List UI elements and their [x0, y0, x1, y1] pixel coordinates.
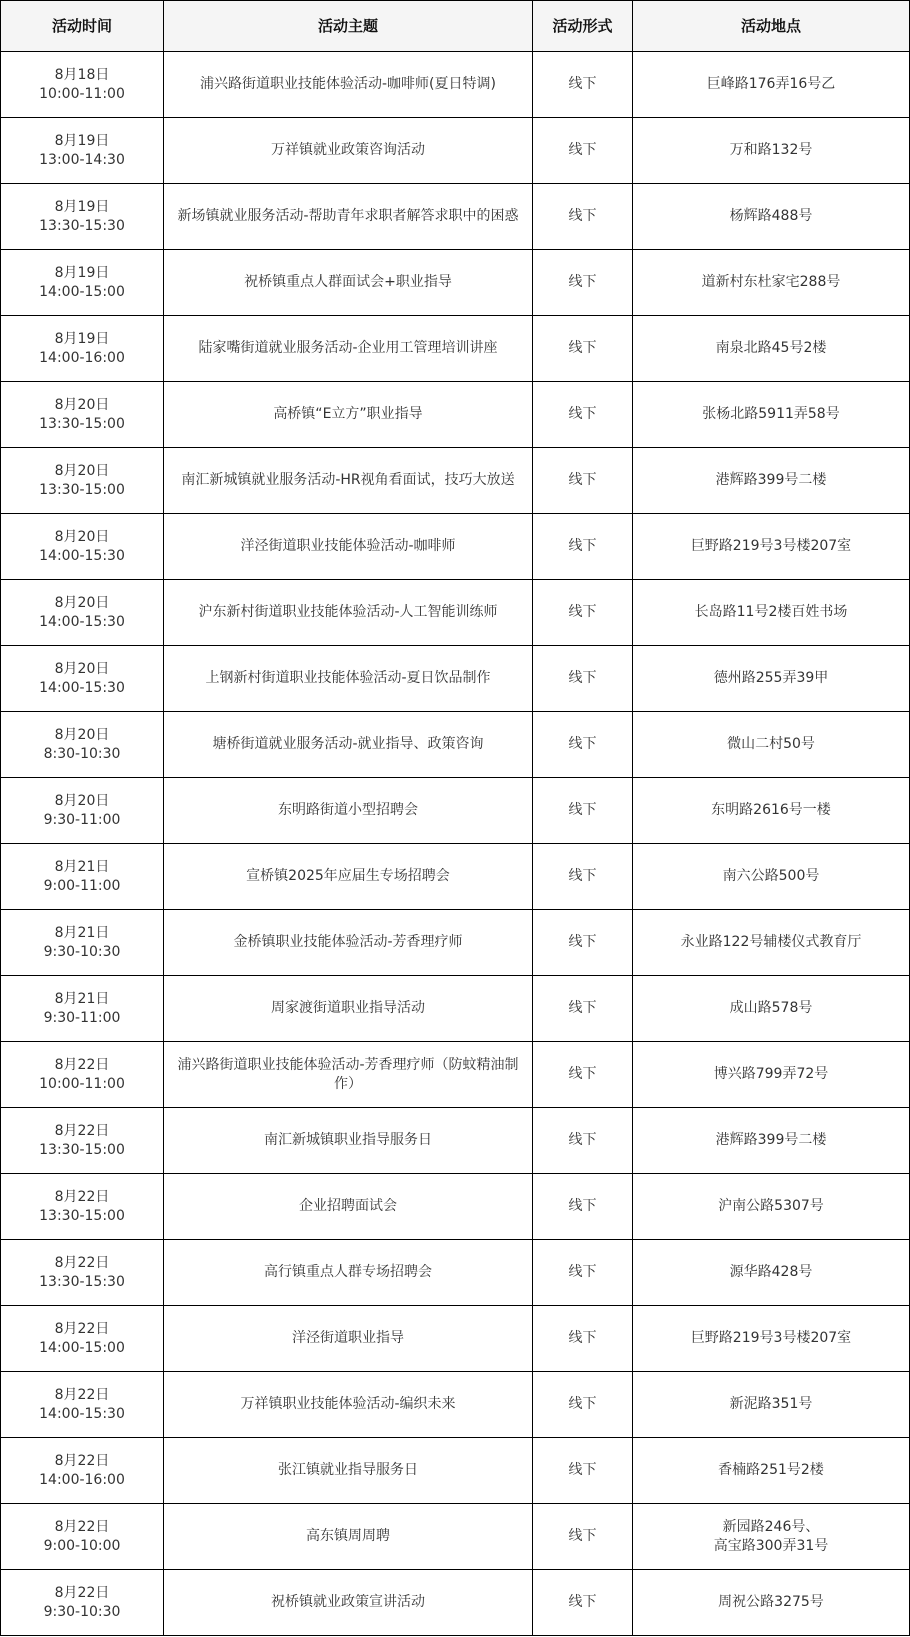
cell-place	[633, 250, 910, 316]
cell-time-text: 14:00-15:30	[39, 679, 125, 696]
cell-theme: 东明路街道小型招聘会	[164, 778, 533, 844]
cell-time-text: 13:30-15:00	[39, 481, 125, 498]
cell-time	[1, 382, 164, 448]
cell-place	[633, 1438, 910, 1504]
cell-place	[633, 910, 910, 976]
cell-time	[1, 1438, 164, 1504]
cell-place-text: 周祝公路3275号	[718, 1594, 824, 1610]
cell-time	[1, 1570, 164, 1636]
cell-time	[1, 184, 164, 250]
cell-time-text: 13:30-15:00	[39, 1207, 125, 1224]
table-row	[1, 250, 910, 316]
cell-place-text: 长岛路11号2楼百姓书场	[694, 604, 848, 620]
cell-date-text: 8月20日	[54, 528, 110, 545]
table-row	[1, 1570, 910, 1636]
cell-date-text: 8月22日	[54, 1320, 110, 1337]
cell-place-text: 港辉路399号二楼	[715, 1132, 827, 1148]
table-row	[1, 778, 910, 844]
table-row	[1, 382, 910, 448]
cell-place	[633, 184, 910, 250]
cell-place	[633, 646, 910, 712]
cell-form: 线下	[533, 1504, 633, 1570]
cell-place	[633, 1042, 910, 1108]
cell-form: 线下	[533, 1438, 633, 1504]
table-row	[1, 1240, 910, 1306]
cell-time-text: 9:30-10:30	[43, 1603, 121, 1620]
cell-date-text: 8月19日	[54, 330, 110, 347]
cell-form: 线下	[533, 52, 633, 118]
cell-form: 线下	[533, 514, 633, 580]
cell-date-text: 8月21日	[54, 924, 110, 941]
cell-time-text: 8:30-10:30	[43, 745, 121, 762]
cell-time-text: 13:30-15:00	[39, 1141, 125, 1158]
cell-date-text: 8月20日	[54, 396, 110, 413]
cell-date-text: 8月22日	[54, 1386, 110, 1403]
cell-form: 线下	[533, 1372, 633, 1438]
cell-place-text: 微山二村50号	[727, 736, 815, 752]
cell-place	[633, 316, 910, 382]
table-row	[1, 910, 910, 976]
cell-time-text: 9:00-11:00	[43, 877, 121, 894]
cell-time	[1, 448, 164, 514]
cell-place-text: 港辉路399号二楼	[715, 472, 827, 488]
cell-place	[633, 382, 910, 448]
cell-theme: 金桥镇职业技能体验活动-芳香理疗师	[164, 910, 533, 976]
cell-date-text: 8月18日	[54, 66, 110, 83]
cell-form: 线下	[533, 910, 633, 976]
cell-date-text: 8月19日	[54, 264, 110, 281]
cell-place	[633, 580, 910, 646]
header-form: 活动形式	[533, 1, 633, 52]
cell-time-text: 14:00-15:00	[39, 1339, 125, 1356]
cell-time	[1, 1306, 164, 1372]
cell-date-text: 8月21日	[54, 858, 110, 875]
cell-place-text: 博兴路799弄72号	[713, 1066, 829, 1082]
table-row	[1, 1174, 910, 1240]
table-header-row	[1, 1, 910, 52]
table-row	[1, 118, 910, 184]
cell-theme: 祝桥镇重点人群面试会+职业指导	[164, 250, 533, 316]
cell-time-text: 10:00-11:00	[39, 85, 125, 102]
cell-form: 线下	[533, 646, 633, 712]
cell-place	[633, 1504, 910, 1570]
cell-place-text: 南六公路500号	[722, 868, 820, 884]
cell-place-text: 巨野路219号3号楼207室	[690, 538, 852, 554]
table-row	[1, 1438, 910, 1504]
cell-date-text: 8月19日	[54, 132, 110, 149]
cell-form: 线下	[533, 448, 633, 514]
cell-place-text: 永业路122号辅楼仪式教育厅	[680, 934, 862, 950]
cell-form: 线下	[533, 844, 633, 910]
cell-time-text: 14:00-16:00	[39, 349, 125, 366]
cell-time	[1, 514, 164, 580]
cell-time	[1, 580, 164, 646]
cell-form: 线下	[533, 250, 633, 316]
cell-theme: 新场镇就业服务活动-帮助青年求职者解答求职中的困惑	[164, 184, 533, 250]
cell-place-text: 源华路428号	[729, 1264, 813, 1280]
cell-time	[1, 844, 164, 910]
cell-place-text: 成山路578号	[729, 1000, 813, 1016]
cell-theme: 塘桥街道就业服务活动-就业指导、政策咨询	[164, 712, 533, 778]
cell-form: 线下	[533, 1570, 633, 1636]
cell-place	[633, 976, 910, 1042]
cell-place	[633, 448, 910, 514]
cell-theme: 南汇新城镇职业指导服务日	[164, 1108, 533, 1174]
table-row	[1, 448, 910, 514]
cell-place-text: 巨峰路176弄16号乙	[706, 76, 836, 92]
table-row	[1, 1108, 910, 1174]
cell-date-text: 8月20日	[54, 792, 110, 809]
cell-time	[1, 316, 164, 382]
cell-time-text: 14:00-15:00	[39, 283, 125, 300]
cell-place-text: 巨野路219号3号楼207室	[690, 1330, 852, 1346]
cell-place	[633, 1372, 910, 1438]
cell-date-text: 8月19日	[54, 198, 110, 215]
cell-place-text: 万和路132号	[729, 142, 813, 158]
cell-form: 线下	[533, 316, 633, 382]
cell-place	[633, 712, 910, 778]
cell-time	[1, 1174, 164, 1240]
cell-theme: 洋泾街道职业指导	[164, 1306, 533, 1372]
table-row	[1, 1504, 910, 1570]
header-place: 活动地点	[633, 1, 910, 52]
cell-date-text: 8月22日	[54, 1122, 110, 1139]
cell-theme: 南汇新城镇就业服务活动-HR视角看面试，技巧大放送	[164, 448, 533, 514]
header-time: 活动时间	[1, 1, 164, 52]
cell-theme: 浦兴路街道职业技能体验活动-咖啡师(夏日特调)	[164, 52, 533, 118]
cell-date-text: 8月22日	[54, 1452, 110, 1469]
cell-form: 线下	[533, 1240, 633, 1306]
table-row	[1, 1042, 910, 1108]
cell-form: 线下	[533, 1042, 633, 1108]
cell-place-text: 道新村东杜家宅288号	[701, 274, 841, 290]
cell-time	[1, 910, 164, 976]
cell-place-text: 沪南公路5307号	[718, 1198, 824, 1214]
table-row	[1, 580, 910, 646]
cell-date-text: 8月22日	[54, 1188, 110, 1205]
cell-date-text: 8月20日	[54, 594, 110, 611]
cell-place-text: 南泉北路45号2楼	[715, 340, 827, 356]
cell-form: 线下	[533, 184, 633, 250]
table-row	[1, 1372, 910, 1438]
cell-form: 线下	[533, 778, 633, 844]
cell-time-text: 9:00-10:00	[43, 1537, 121, 1554]
cell-form: 线下	[533, 1174, 633, 1240]
cell-time-text: 9:30-11:00	[43, 1009, 121, 1026]
cell-time	[1, 1042, 164, 1108]
cell-time	[1, 118, 164, 184]
cell-time-text: 14:00-15:30	[39, 613, 125, 630]
cell-date-text: 8月22日	[54, 1254, 110, 1271]
cell-theme: 陆家嘴街道就业服务活动-企业用工管理培训讲座	[164, 316, 533, 382]
cell-theme: 企业招聘面试会	[164, 1174, 533, 1240]
cell-theme: 张江镇就业指导服务日	[164, 1438, 533, 1504]
cell-theme: 祝桥镇就业政策宣讲活动	[164, 1570, 533, 1636]
cell-place-text: 杨辉路488号	[729, 208, 813, 224]
table-row	[1, 514, 910, 580]
cell-time	[1, 1108, 164, 1174]
cell-theme: 万祥镇职业技能体验活动-编织未来	[164, 1372, 533, 1438]
cell-time	[1, 52, 164, 118]
cell-date-text: 8月20日	[54, 660, 110, 677]
cell-place-text: 新园路246号、	[722, 1518, 820, 1535]
table-row	[1, 316, 910, 382]
cell-theme: 高桥镇“E立方”职业指导	[164, 382, 533, 448]
table-body	[1, 52, 910, 1636]
table-row	[1, 976, 910, 1042]
cell-place	[633, 514, 910, 580]
cell-date-text: 8月20日	[54, 726, 110, 743]
cell-time	[1, 1504, 164, 1570]
cell-date-text: 8月22日	[54, 1056, 110, 1073]
cell-time-text: 9:30-11:00	[43, 811, 121, 828]
cell-place-text: 德州路255弄39甲	[713, 670, 829, 686]
table-row	[1, 184, 910, 250]
cell-place-text: 东明路2616号一楼	[711, 802, 831, 818]
cell-place	[633, 1108, 910, 1174]
cell-place	[633, 1174, 910, 1240]
cell-theme: 沪东新村街道职业技能体验活动-人工智能训练师	[164, 580, 533, 646]
cell-date-text: 8月20日	[54, 462, 110, 479]
cell-place-text: 新泥路351号	[729, 1396, 813, 1412]
cell-form: 线下	[533, 1306, 633, 1372]
cell-time-text: 13:30-15:00	[39, 415, 125, 432]
cell-place	[633, 1306, 910, 1372]
cell-theme: 万祥镇就业政策咨询活动	[164, 118, 533, 184]
cell-theme: 宣桥镇2025年应届生专场招聘会	[164, 844, 533, 910]
cell-form: 线下	[533, 382, 633, 448]
table-row	[1, 52, 910, 118]
table-row	[1, 712, 910, 778]
cell-date-text: 8月22日	[54, 1518, 110, 1535]
cell-theme: 高东镇周周聘	[164, 1504, 533, 1570]
cell-time-text: 14:00-15:30	[39, 1405, 125, 1422]
cell-date-text: 8月22日	[54, 1584, 110, 1601]
cell-time-text: 14:00-16:00	[39, 1471, 125, 1488]
cell-place-text: 香楠路251号2楼	[718, 1462, 824, 1478]
cell-time	[1, 250, 164, 316]
cell-time	[1, 1372, 164, 1438]
cell-time-text: 13:30-15:30	[39, 1273, 125, 1290]
cell-time	[1, 778, 164, 844]
cell-time	[1, 712, 164, 778]
cell-date-text: 8月21日	[54, 990, 110, 1007]
cell-place	[633, 118, 910, 184]
cell-theme: 周家渡街道职业指导活动	[164, 976, 533, 1042]
cell-time-text: 10:00-11:00	[39, 1075, 125, 1092]
cell-theme: 洋泾街道职业技能体验活动-咖啡师	[164, 514, 533, 580]
cell-form: 线下	[533, 976, 633, 1042]
header-theme: 活动主题	[164, 1, 533, 52]
cell-form: 线下	[533, 580, 633, 646]
cell-place	[633, 778, 910, 844]
cell-time	[1, 646, 164, 712]
cell-form: 线下	[533, 712, 633, 778]
cell-theme: 上钢新村街道职业技能体验活动-夏日饮品制作	[164, 646, 533, 712]
cell-time-text: 13:00-14:30	[39, 151, 125, 168]
cell-place	[633, 844, 910, 910]
cell-time-text: 9:30-10:30	[43, 943, 121, 960]
table-row	[1, 844, 910, 910]
cell-place	[633, 1570, 910, 1636]
cell-time	[1, 976, 164, 1042]
cell-time-text: 13:30-15:30	[39, 217, 125, 234]
cell-place-text: 张杨北路5911弄58号	[702, 406, 840, 422]
cell-place	[633, 52, 910, 118]
table-row	[1, 1306, 910, 1372]
cell-theme: 高行镇重点人群专场招聘会	[164, 1240, 533, 1306]
cell-form: 线下	[533, 1108, 633, 1174]
cell-time-text: 14:00-15:30	[39, 547, 125, 564]
cell-theme: 浦兴路街道职业技能体验活动-芳香理疗师（防蚊精油制作）	[164, 1042, 533, 1108]
table-row	[1, 646, 910, 712]
cell-place-text: 高宝路300弄31号	[713, 1537, 829, 1554]
cell-form: 线下	[533, 118, 633, 184]
cell-time	[1, 1240, 164, 1306]
cell-place	[633, 1240, 910, 1306]
